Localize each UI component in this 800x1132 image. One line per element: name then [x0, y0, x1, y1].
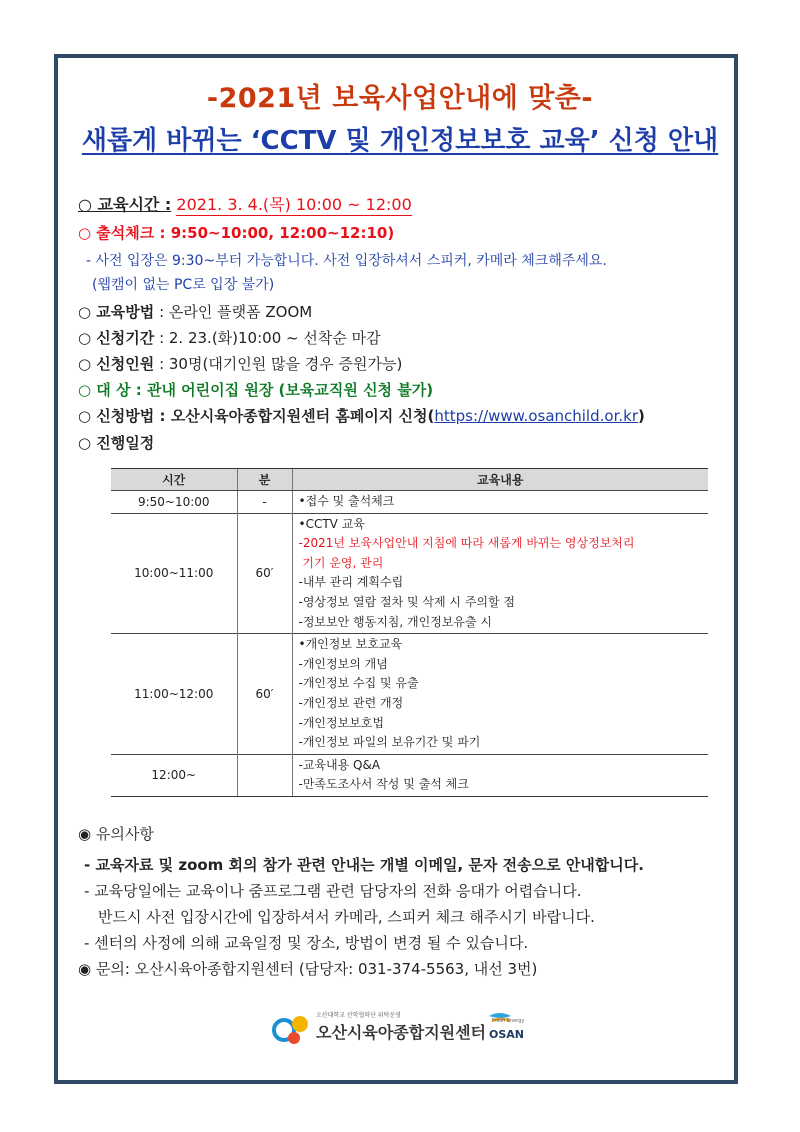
- row-content: [292, 754, 708, 796]
- header-time: 시간: [111, 469, 237, 491]
- content-line: -내부 관리 계획수립: [298, 575, 404, 590]
- content-line: -교육내용 Q&A: [298, 757, 381, 772]
- content-line: •개인정보 보호교육: [298, 637, 403, 652]
- content-line: -개인정보의 개념: [298, 656, 388, 671]
- note-2b: 반드시 사전 입장시간에 입장하셔서 카메라, 스피커 체크 해주시기 바랍니다.: [98, 908, 595, 926]
- webcam-note: (웹캠이 없는 PC로 입장 불가): [92, 277, 275, 293]
- center-logo: [270, 1008, 532, 1048]
- content-line: -개인정보 관련 개정: [298, 695, 404, 710]
- content-line: -개인정보 수집 및 유출: [298, 676, 419, 691]
- apply-close: ): [637, 407, 645, 425]
- schedule-label: ○ 진행일정: [78, 434, 155, 452]
- row-content: [292, 491, 708, 514]
- logo-city: OSAN: [489, 1028, 524, 1041]
- note-1-text: - 교육자료 및 zoom 회의 참가 관련 안내는 개별 이메일, 문자 전송으로 안내합니다.: [84, 856, 644, 874]
- entry-note: - 사전 입장은 9:30~부터 가능합니다. 사전 입장하셔서 스피커, 카메라 체크해주세요.: [86, 253, 607, 269]
- row-content: [292, 634, 708, 755]
- table-row: [111, 754, 708, 796]
- checkin-text: ○ 출석체크 : 9:50~10:00, 12:00~12:10): [78, 224, 395, 242]
- content-line: -개인정보 파일의 보유기간 및 파기: [298, 735, 481, 750]
- content-line: •CCTV 교육: [298, 516, 365, 531]
- info-time: [78, 192, 412, 216]
- schedule-table: [111, 468, 708, 797]
- header-content: 교육내용: [292, 469, 708, 491]
- table-row: [111, 634, 708, 755]
- capacity-label: ○ 신청인원: [78, 355, 155, 373]
- info-checkin: [78, 222, 394, 243]
- header-minutes: 분: [237, 469, 292, 491]
- notes-heading: ◉ 유의사항: [78, 825, 154, 843]
- homepage-link[interactable]: https://www.osanchild.or.kr: [434, 407, 638, 425]
- note-1: [84, 854, 644, 875]
- row-minutes: 60′: [237, 634, 292, 755]
- content-line-highlight: 기기 운영, 관리: [298, 555, 384, 570]
- content-line: -만족도조사서 작성 및 출석 체크: [298, 777, 469, 792]
- row-time: 9:50~10:00: [111, 491, 237, 514]
- logo-city-tag: Fresh Energy: [492, 1018, 525, 1024]
- contact-line: ◉ 문의: 오산시육아종합지원센터 (담당자: 031-374-5563, 내선 3번): [78, 960, 538, 978]
- capacity-value: : 30명(대기인원 많을 경우 증원가능): [159, 355, 403, 373]
- period-value: : 2. 23.(화)10:00 ~ 선착순 마감: [159, 329, 381, 347]
- row-time: 12:00~: [111, 754, 237, 796]
- logo-center-name: 오산시육아종합지원센터: [316, 1023, 487, 1042]
- content-line: -영상정보 열람 절차 및 삭제 시 주의할 점: [298, 594, 516, 609]
- apply-label: ○ 신청방법 : 오산시육아종합지원센터 홈페이지 신청(: [78, 407, 435, 425]
- time-label: ○ 교육시간 :: [78, 195, 172, 214]
- info-schedule: [78, 432, 154, 453]
- period-label: ○ 신청기간: [78, 329, 155, 347]
- info-target: [78, 379, 433, 400]
- row-time: 10:00~11:00: [111, 513, 237, 634]
- info-capacity: [78, 353, 402, 374]
- schedule-header-row: [111, 469, 708, 491]
- row-minutes: [237, 754, 292, 796]
- row-minutes: 60′: [237, 513, 292, 634]
- method-label: ○ 교육방법: [78, 303, 155, 321]
- note-3: - 센터의 사정에 의해 교육일정 및 장소, 방법이 변경 될 수 있습니다.: [84, 934, 529, 952]
- content-line-highlight: -2021년 보육사업안내 지침에 따라 새롭게 바뀌는 영상정보처리: [298, 536, 635, 551]
- info-period: [78, 327, 381, 348]
- method-value: : 온라인 플랫폼 ZOOM: [159, 303, 313, 321]
- content-line: -정보보안 행동지침, 개인정보유출 시: [298, 614, 492, 629]
- row-time: 11:00~12:00: [111, 634, 237, 755]
- logo-small-text: 오산대학교 산학협력단 위탁운영: [316, 1012, 401, 1019]
- content-line: -개인정보보호법: [298, 715, 384, 730]
- row-minutes: -: [237, 491, 292, 514]
- time-value: 2021. 3. 4.(목) 10:00 ~ 12:00: [176, 192, 411, 216]
- content-line: •접수 및 출석체크: [298, 494, 395, 508]
- table-row: [111, 513, 708, 634]
- page-title: -2021년 보육사업안내에 맞춘-: [206, 83, 594, 114]
- info-apply: [78, 405, 645, 426]
- note-2: - 교육당일에는 교육이나 줌프로그램 관련 담당자의 전화 응대가 어렵습니다.: [84, 882, 582, 900]
- info-method: [78, 301, 312, 322]
- target-text: ○ 대 상 : 관내 어린이집 원장 (보육교직원 신청 불가): [78, 381, 434, 399]
- row-content: [292, 513, 708, 634]
- page-subtitle: 새롭게 바뀌는 ‘CCTV 및 개인정보보호 교육’ 신청 안내: [81, 126, 719, 156]
- table-row: [111, 491, 708, 514]
